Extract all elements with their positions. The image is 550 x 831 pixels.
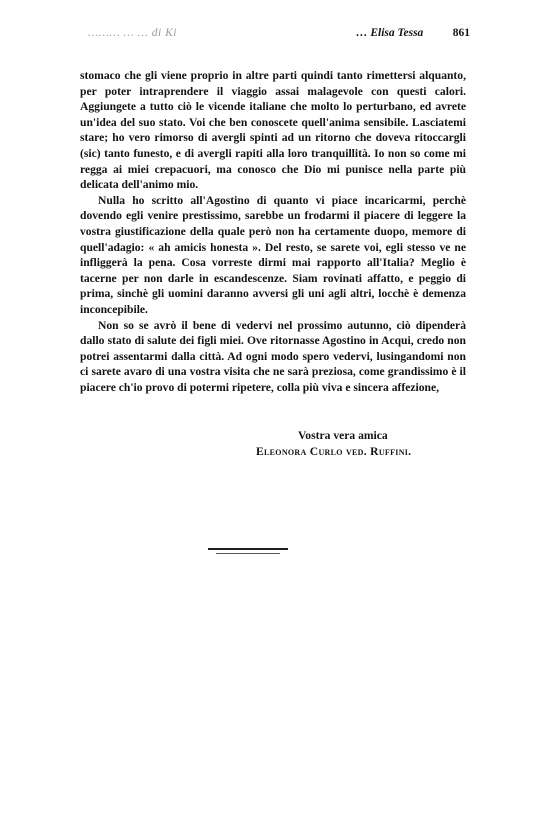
signature-closing: Vostra vera amica bbox=[298, 429, 388, 442]
running-head-right: … Elisa Tessa bbox=[356, 27, 424, 39]
signature-name: Eleonora Curlo ved. Ruffini. bbox=[256, 445, 412, 458]
paragraph-2: Nulla ho scritto all'Agostino di quanto vi piace incaricarmi, perchè dovendo egli venire prestissimo, sarebbe un frodarmi il piacere di leggere la vostra giustificazione della quale però non ha certamente duopo, memore di quell'adagio: « ah amicis honesta ». Del resto, se sarete voi, egli stesso ve ne infliggerà la pena. Cosa vorreste dirmi mai rapporto all'Italia? Meglio è tacerne per non darle in escandescenze. Siam rovinati affatto, e peggio di prima, sinchè gli uomini daranno avversi gli uni agli altri, locchè è demenza inconcepibile. bbox=[80, 193, 466, 316]
paragraph-1: stomaco che gli viene proprio in altre parti quindi tanto rimettersi alquanto, per poter intraprendere il viaggio assai malagevole con questi calori. Aggiungete a tutto ciò le vicende italiane che molto lo perturbano, ed avrete un'idea del suo stato. Voi che ben conoscete quell'anima sensibile. Lasciatemi stare; ho vero rimorso di avergli spinti ad un ritorno che doveva ritoccargli (sic) tanto funesto, e di avergli rapiti alla loro tranquillità. Io non so come mi regga ai miei crepacuori, ma conosco che Dio mi punisce nella parte più delicata dell'animo mio. bbox=[80, 69, 466, 192]
letter-body bbox=[80, 68, 466, 395]
signature-block bbox=[80, 428, 466, 460]
section-divider-rule-thin bbox=[216, 553, 280, 554]
section-divider-rule bbox=[208, 548, 288, 550]
running-head-left: ……… … … di Ki bbox=[88, 27, 177, 39]
running-head bbox=[88, 27, 470, 41]
paragraph-3: Non so se avrò il bene di vedervi nel prossimo autunno, ciò dipenderà dallo stato di salute dei figli miei. Ove ritornasse Agostino in Acqui, credo non potrei assentarmi dalla città. Ad ogni modo spero vedervi, lusingandomi non ci sarete avaro di una vostra visita che ne sarà preziosa, come grandissimo è il piacere ch'io provo di potermi ripetere, colla più viva e sincera affezione, bbox=[80, 318, 466, 394]
page-number: 861 bbox=[452, 27, 470, 39]
